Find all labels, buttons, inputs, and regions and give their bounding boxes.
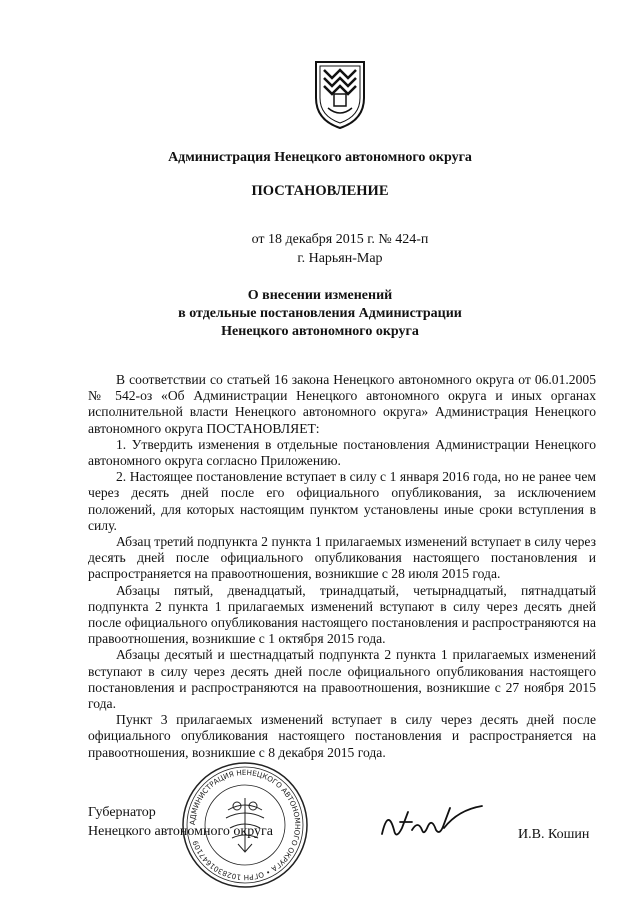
paragraph-abzacy-10-16: Абзацы десятый и шестнадцатый подпункта 2 пункта 1 прилагаемых изменений вступают в силу через десять дней после официального опубликования настоящего постановления и распространяются на правоотношения, возникшие с 27 ноября 2015 года. (88, 647, 596, 712)
title-line-1: О внесении изменений (247, 288, 393, 303)
title-line-2: в отдельные постановления Администрации (178, 306, 462, 321)
paragraph-preamble: В соответствии со статьей 16 закона Ненецкого автономного округа от 06.01.2005 № 542-оз «Об Администрации Ненецкого автономного округа и иных органах исполнительной власти Ненецкого автономного округа» Администрация Ненецкого автономного округа ПОСТАНОВЛЯЕТ: (88, 372, 596, 436)
paragraph-item-2: 2. Настоящее постановление вступает в силу с 1 января 2016 года, но не ранее чем через десять дней после его официального опубликования, за исключением положений, для которых настоящим пунктом установлены иные сроки вступления в силу. (88, 469, 596, 533)
title-line-3: Ненецкого автономного округа (221, 324, 419, 339)
document-date-number: от 18 декабря 2015 г. № 424-п (251, 232, 429, 247)
paragraph-abzac-3: Абзац третий подпункта 2 пункта 1 прилагаемых изменений вступает в силу через десять дней после официального опубликования настоящего постановления и распространяется на правоотношения, возникшие с 28 июля 2015 года. (88, 534, 596, 582)
coat-of-arms-icon (312, 58, 368, 130)
document-city: г. Нарьян-Мар (297, 251, 383, 266)
signer-role-line-1: Губернатор (88, 805, 156, 820)
document-body (88, 372, 596, 761)
signer-name: И.В. Кошин (518, 827, 590, 842)
paragraph-punkt-3: Пункт 3 прилагаемых изменений вступает в силу через десять дней после официального опубликования настоящего постановления и распространяется на правоотношения, возникшие с 8 декабря 2015 года. (88, 712, 596, 760)
seal-ring-text: АДМИНИСТРАЦИЯ НЕНЕЦКОГО АВТОНОМНОГО ОКРУГА • ОГРН 1028301647109 (187, 767, 303, 883)
paragraph-item-1: 1. Утвердить изменения в отдельные постановления Администрации Ненецкого автономного округа согласно Приложению. (88, 436, 596, 469)
document-type: ПОСТАНОВЛЕНИЕ (251, 183, 389, 199)
signer-role-line-2: Ненецкого автономного округа (88, 824, 273, 839)
organization-name: Администрация Ненецкого автономного округа (168, 150, 472, 165)
handwritten-signature-icon (378, 800, 488, 850)
paragraph-abzacy-5-15: Абзацы пятый, двенадцатый, тринадцатый, четырнадцатый, пятнадцатый подпункта 2 пункта 1 прилагаемых изменений вступают в силу через десять дней после официального опубликования настоящего постановления и распространяются на правоотношения, возникшие с 1 октября 2015 года. (88, 582, 596, 647)
